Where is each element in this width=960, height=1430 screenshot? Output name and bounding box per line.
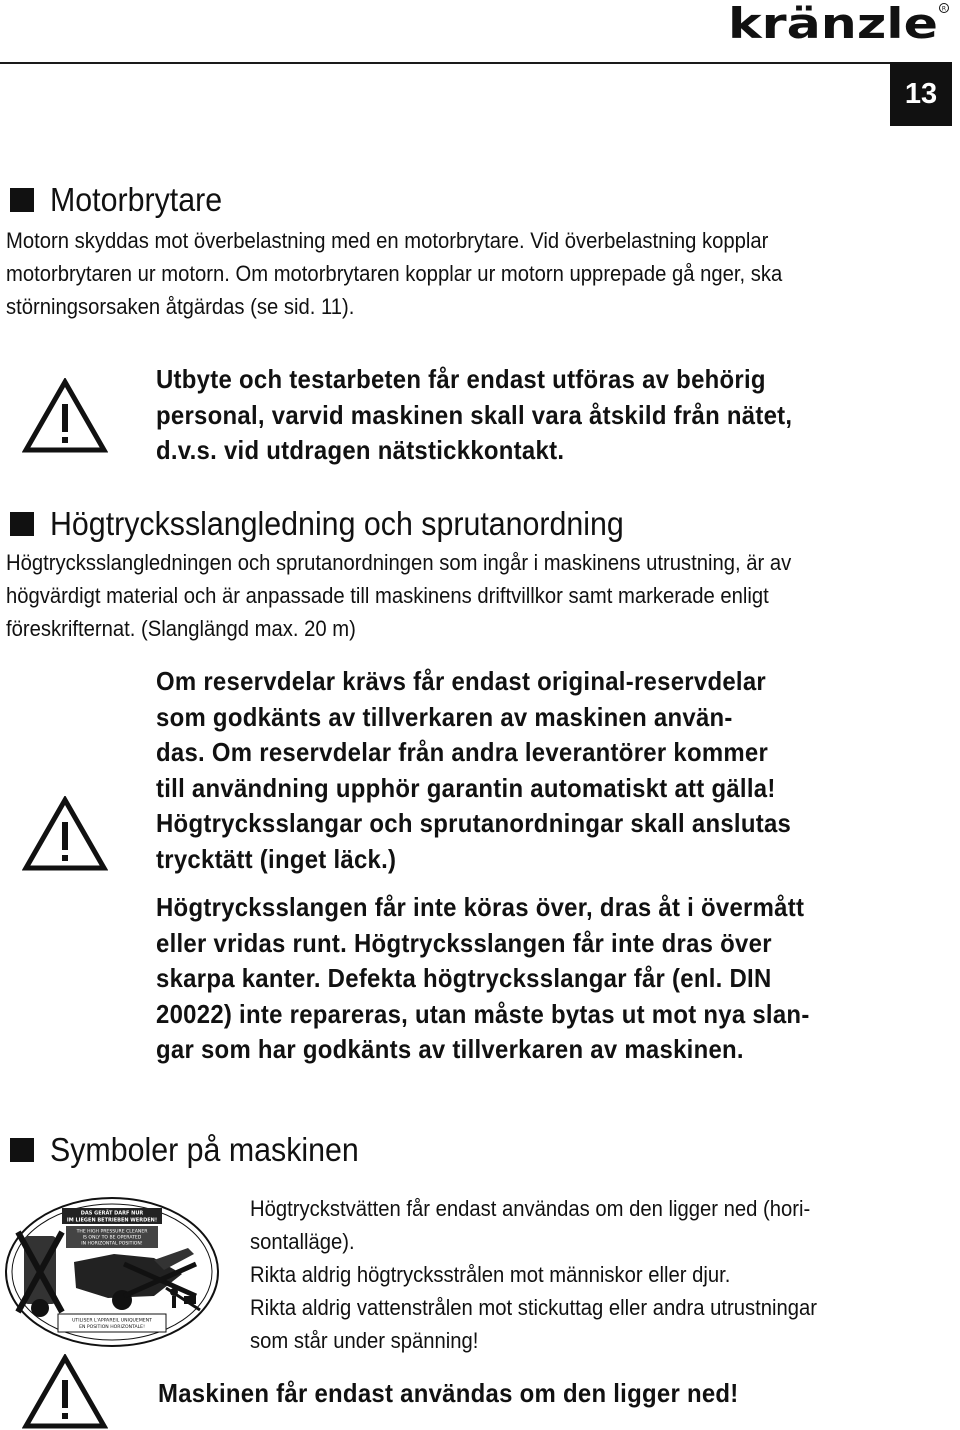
warning-line: Utbyte och testarbeten får endast utföras av behörig	[156, 364, 766, 394]
symboler-warning: Maskinen får endast användas om den ligger ned!	[158, 1378, 739, 1408]
warning-line: personal, varvid maskinen skall vara åtskild från nätet,	[156, 399, 793, 430]
warning-line: trycktätt (inget läck.)	[156, 843, 397, 874]
svg-text:IM LIEGEN BETRIEBEN WERDEN!: IM LIEGEN BETRIEBEN WERDEN!	[66, 1217, 158, 1224]
svg-text:UTILISER L'APPAREIL UNIQUEMENT: UTILISER L'APPAREIL UNIQUEMENT	[72, 1318, 152, 1324]
svg-text:IN HORIZONTAL POSITION!: IN HORIZONTAL POSITION!	[81, 1241, 143, 1247]
motorbrytare-paragraph	[6, 224, 850, 323]
warning-line: eller vridas runt. Högtrycksslangen får inte dras över	[156, 927, 772, 958]
paragraph-line: föreskrifternat. (Slanglängd max. 20 m)	[6, 616, 356, 641]
warning-line: skarpa kanter. Defekta högtrycksslangar får (enl. DIN	[156, 963, 772, 993]
warning-line: Om reservdelar krävs får endast original-reservdelar	[156, 666, 767, 696]
warning-line: das. Om reservdelar från andra leverantörer kommer	[156, 737, 769, 767]
warning-triangle-icon	[22, 796, 108, 872]
brand-logo	[728, 2, 950, 44]
warning-triangle-icon	[22, 378, 108, 454]
paragraph-line: Högtryckstvätten får endast användas om den ligger ned (hori-	[250, 1196, 811, 1221]
warning-line: som godkänts av tillverkaren av maskinen använ-	[156, 701, 733, 732]
section-heading-hogtryck	[10, 504, 674, 544]
section-heading-symboler	[10, 1130, 386, 1170]
paragraph-line: Motorn skyddas mot överbelastning med en motorbrytare. Vid överbelastning kopplar	[6, 228, 769, 253]
warning-line: d.v.s. vid utdragen nätstickkontakt.	[156, 435, 565, 465]
paragraph-line: Rikta aldrig vattenstrålen mot stickuttag eller andra utrustningar	[250, 1295, 818, 1320]
svg-text:kränzle: kränzle	[728, 2, 938, 44]
hogtryck-warning-2	[156, 890, 866, 1068]
hogtryck-warning	[156, 664, 846, 877]
svg-text:EN POSITION HORIZONTALE!: EN POSITION HORIZONTALE!	[79, 1325, 145, 1330]
motorbrytare-warning	[156, 362, 848, 469]
paragraph-line: högvärdigt material och är anpassade till maskinens driftvillkor samt markerade enligt	[6, 583, 769, 608]
svg-text:THE HIGH PRESSURE CLEANER: THE HIGH PRESSURE CLEANER	[76, 1229, 148, 1235]
square-bullet-icon	[10, 188, 34, 212]
warning-line: till användning upphör garantin automatiskt att gälla!	[156, 772, 776, 803]
square-bullet-icon	[10, 1138, 34, 1162]
paragraph-line: störningsorsaken åtgärdas (se sid. 11).	[6, 294, 355, 319]
section-title: Högtrycksslangledning och sprutanordning	[50, 505, 624, 542]
paragraph-line: Högtrycksslangledningen och sprutanordningen som ingår i maskinens utrustning, är av	[6, 550, 792, 575]
paragraph-line: Rikta aldrig högtrycksstrålen mot människor eller djur.	[250, 1262, 731, 1287]
header-rule	[0, 62, 890, 64]
svg-text:R: R	[941, 5, 947, 13]
warning-line: Högtrycksslangen får inte köras över, dras åt i övermått	[156, 892, 805, 922]
paragraph-line: motorbrytaren ur motorn. Om motorbrytaren kopplar ur motorn upprepade gå nger, ska	[6, 261, 783, 286]
warning-line: gar som har godkänts av tillverkaren av maskinen.	[156, 1034, 744, 1064]
section-heading-motorbrytare	[10, 180, 237, 220]
warning-line: 20022) inte repareras, utan måste bytas ut mot nya slan-	[156, 998, 810, 1029]
warning-triangle-icon	[22, 1354, 108, 1430]
hogtryck-paragraph	[6, 546, 860, 645]
svg-text:IS ONLY TO BE OPERATED: IS ONLY TO BE OPERATED	[82, 1235, 142, 1241]
section-title: Symboler på maskinen	[50, 1131, 359, 1168]
warning-line: Högtrycksslangar och sprutanordningar skall anslutas	[156, 808, 792, 838]
symboler-paragraph	[250, 1192, 866, 1357]
svg-text:DAS GERÄT DARF NUR: DAS GERÄT DARF NUR	[80, 1210, 144, 1217]
page-number: 13	[890, 62, 952, 126]
square-bullet-icon	[10, 512, 34, 536]
machine-symbol-label	[4, 1196, 220, 1348]
section-title: Motorbrytare	[50, 181, 223, 218]
paragraph-line: sontalläge).	[250, 1229, 355, 1254]
paragraph-line: som står under spänning!	[250, 1328, 479, 1353]
